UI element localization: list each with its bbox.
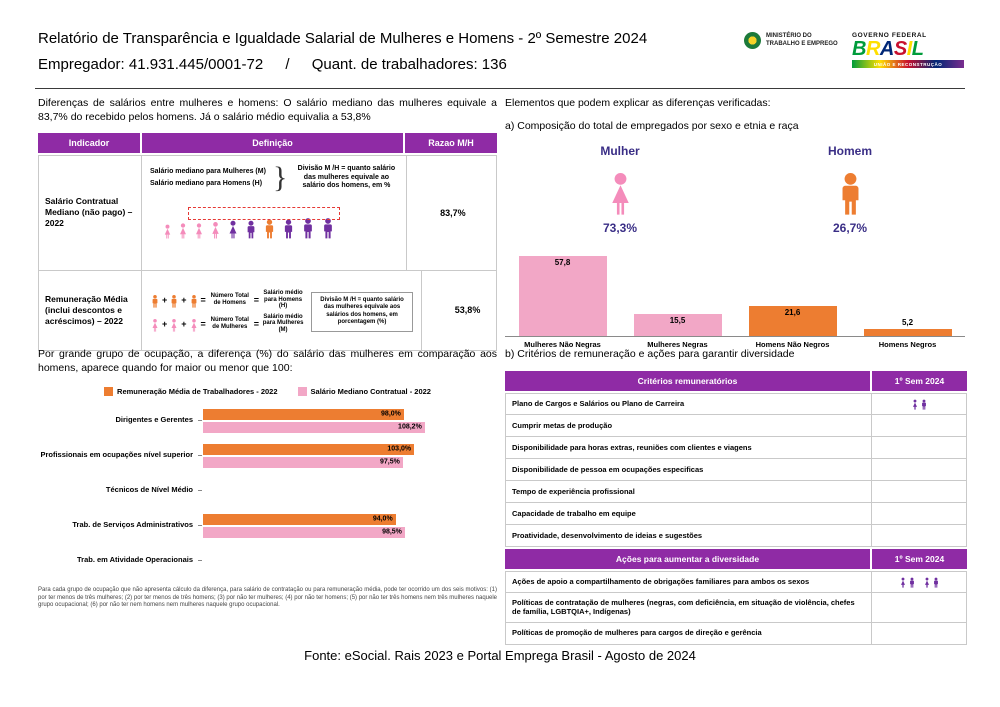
separator: / — [285, 56, 290, 73]
legend-item — [104, 387, 277, 396]
indicator-table — [38, 133, 497, 351]
bar-slot — [735, 251, 850, 336]
composition-bar-chart — [505, 251, 965, 349]
table-row — [38, 271, 497, 351]
man-icon — [189, 291, 199, 308]
woman-icon — [899, 575, 907, 588]
criteria-check-cell — [871, 481, 966, 502]
man-icon — [932, 575, 940, 588]
actions-table-header — [505, 549, 967, 569]
women-salary-label: Salário médio para Mulheres (M) — [262, 313, 304, 333]
page-title: Relatório de Transparência e Igualdade Salarial de Mulheres e Homens - 2º Semestre 2024 — [38, 30, 648, 47]
equals-sign: = — [200, 294, 206, 305]
bar-value: 108,2% — [398, 423, 422, 431]
axis-tick — [198, 560, 202, 561]
bar-value: 5,2 — [901, 317, 914, 327]
salary-difference-intro: Diferenças de salários entre mulheres e homens: O salário mediano das mulheres equivale a 83,7% do recebido pelos homens. Já o salário médio equivalia a 53,8% — [38, 97, 497, 123]
bar — [203, 514, 396, 525]
table-row — [505, 415, 967, 437]
criteria-check-cell — [871, 394, 966, 414]
bar-value: 15,5 — [669, 316, 686, 326]
axis-tick — [198, 420, 202, 421]
ratio-value: 53,8% — [421, 271, 513, 350]
woman-icon — [189, 315, 199, 332]
equals-sign: = — [253, 294, 260, 305]
man-icon — [908, 575, 916, 588]
woman-icon — [911, 397, 919, 410]
chart-row — [38, 409, 497, 433]
table-row — [505, 623, 967, 645]
axis-tick — [198, 525, 202, 526]
bar-slot — [850, 251, 965, 336]
composition-plot-area — [505, 251, 965, 337]
col-indicador: Indicador — [38, 133, 140, 153]
action-check-cell — [871, 623, 966, 644]
women-formula — [150, 314, 305, 334]
axis-tick — [198, 490, 202, 491]
composition-subheading: a) Composição do total de empregados por sexo e etnia e raça — [505, 119, 799, 132]
criteria-label: Disponibilidade de pessoa em ocupações especificas — [512, 464, 704, 474]
bar-value: 57,8 — [554, 257, 571, 267]
plus-sign: + — [181, 294, 187, 305]
occupation-bar-chart — [38, 409, 497, 573]
header — [38, 30, 798, 73]
category-label: Homens Negros — [878, 339, 937, 349]
criteria-check-cell — [871, 415, 966, 436]
plus-sign: + — [181, 318, 187, 329]
table-row — [505, 459, 967, 481]
bar — [203, 527, 405, 538]
employer-line — [38, 56, 798, 73]
criteria-label: Plano de Cargos e Salários ou Plano de Carreira — [512, 399, 685, 409]
criteria-table — [505, 371, 967, 645]
bar-value: 97,5% — [380, 458, 400, 466]
indicator-name: Remuneração Média (inclui descontos e acréscimos) – 2022 — [45, 293, 128, 326]
average-note: Divisão M /H = quanto salário das mulheres equivale aos salários dos homens, em porcentagem (%) — [311, 292, 413, 332]
bar-value: 103,0% — [387, 445, 412, 453]
criteria-label: Disponibilidade para horas extras, reuniões com clientes e viagens — [512, 442, 752, 452]
actions-header-label: Ações para aumentar a diversidade — [505, 549, 870, 569]
chart-row — [38, 479, 497, 503]
women-percentage: 73,3% — [602, 220, 638, 235]
criteria-table-header — [505, 371, 967, 391]
bar-slot — [620, 251, 735, 336]
table-row — [505, 503, 967, 525]
criteria-label: Cumprir metas de produção — [512, 420, 613, 430]
bar — [203, 422, 425, 433]
indicator-table-header — [38, 133, 497, 153]
man-icon — [834, 166, 867, 216]
criteria-header-label: Critérios remuneratórios — [505, 371, 870, 391]
women-summary — [505, 144, 735, 235]
bar — [864, 329, 952, 336]
brasil-wordmark: BRASIL — [852, 38, 924, 60]
legend-swatch-orange — [104, 387, 113, 396]
bar-slot — [505, 251, 620, 336]
explain-heading: Elementos que podem explicar as diferenças verificadas: — [505, 97, 771, 109]
action-label: Ações de apoio a compartilhamento de obrigações familiares para ambos os sexos — [512, 577, 810, 587]
category-label: Trab. de Serviços Administrativos — [72, 520, 193, 530]
sorted-people-row — [150, 205, 400, 239]
men-formula — [150, 290, 305, 310]
woman-icon — [169, 315, 179, 332]
bar-value: 98,5% — [382, 528, 402, 536]
legend-swatch-pink — [298, 387, 307, 396]
plus-sign: + — [162, 294, 168, 305]
criteria-heading: b) Critérios de remuneração e ações para garantir diversidade — [505, 348, 795, 360]
legend-label: Salário Mediano Contratual - 2022 — [310, 386, 431, 396]
man-icon — [920, 397, 928, 410]
salary-difference-section — [38, 97, 497, 351]
category-label: Dirigentes e Gerentes — [115, 415, 193, 425]
ministry-logo — [744, 32, 840, 49]
header-divider — [35, 88, 965, 89]
bar — [203, 457, 403, 468]
col-razao: Razao M/H — [405, 133, 497, 153]
workers-count: Quant. de trabalhadores: 136 — [311, 56, 507, 73]
chart-row — [38, 549, 497, 573]
men-salary-label: Salário médio para Homens (H) — [263, 289, 303, 310]
gov-federal-text: GOVERNO FEDERAL — [852, 32, 927, 39]
man-icon — [169, 291, 179, 308]
table-row — [505, 393, 967, 415]
category-label: Homens Não Negros — [755, 339, 830, 349]
source-footer: Fonte: eSocial. Rais 2023 e Portal Emprega Brasil - Agosto de 2024 — [304, 648, 696, 663]
criteria-check-cell — [871, 503, 966, 524]
median-definition-diagram — [141, 156, 406, 270]
criteria-section — [505, 348, 967, 645]
col-definicao: Definição — [142, 133, 403, 153]
men-total-label: Número Total de Homens — [210, 293, 249, 306]
man-icon — [150, 291, 160, 308]
criteria-label: Capacidade de trabalho em equipe — [512, 508, 636, 518]
women-total-label: Número Total de Mulheres — [210, 317, 249, 330]
equals-sign: = — [200, 318, 206, 329]
action-check-cell — [871, 572, 966, 592]
median-note: Divisão M /H = quanto salário das mulheres equivale ao salário dos homens, em % — [297, 165, 396, 190]
chart-row — [38, 444, 497, 468]
bar — [203, 409, 404, 420]
gov-slogan-bar: UNIÃO E RECONSTRUÇÃO — [852, 60, 964, 68]
criteria-check-cell — [871, 459, 966, 480]
criteria-label: Proatividade, desenvolvimento de ideias e sugestões — [512, 530, 703, 540]
woman-icon — [193, 217, 205, 239]
category-label: Técnicos de Nível Médio — [105, 485, 193, 495]
category-label: Trab. em Atividade Operacionais — [76, 555, 193, 565]
employer-id: Empregador: 41.931.445/0001-72 — [38, 56, 264, 73]
period-header-label: 1º Sem 2024 — [872, 549, 967, 569]
table-row — [505, 571, 967, 593]
men-summary — [735, 144, 965, 235]
occupation-footnote: Para cada grupo de ocupação que não apresenta cálculo da diferença, para salário de contratação ou para remuneração média, pode ter ocorrido um dos seis motivos: (1) por ter menos de três mulheres; (2) por ter menos de três homens; (3) por não ter mulheres; (4) por não ter homens; (5) por não ter três homens nem três mulheres naquele grupo ocupacional; (6) por não ter nem homens nem mulheres naquele grupo ocupacional. — [38, 586, 497, 609]
median-highlight-box — [188, 207, 340, 220]
category-label: Mulheres Não Negras — [524, 339, 601, 349]
criteria-check-cell — [871, 437, 966, 458]
table-row — [505, 525, 967, 547]
plus-sign: + — [162, 318, 168, 329]
woman-icon — [604, 166, 637, 216]
criteria-label: Tempo de experiência profissional — [512, 486, 635, 496]
ratio-value: 83,7% — [406, 156, 498, 270]
legend-item — [298, 387, 431, 396]
men-label: Homem — [827, 143, 872, 158]
legend-label: Remuneração Média de Trabalhadores - 2022 — [117, 386, 278, 396]
median-men-label: Salário mediano para Homens (H) — [150, 180, 263, 188]
woman-icon — [162, 219, 173, 239]
category-label: Mulheres Negras — [647, 339, 708, 349]
ministry-logo-text: MINISTÉRIO DO TRABALHO E EMPREGO — [766, 33, 838, 47]
woman-icon — [150, 315, 160, 332]
indicator-name: Salário Contratual Mediano (não pago) – 2022 — [45, 196, 133, 229]
bar-value: 21,6 — [784, 307, 801, 317]
occupation-section — [38, 348, 497, 610]
criteria-check-cell — [871, 525, 966, 546]
equals-sign: = — [253, 318, 260, 329]
table-row — [505, 437, 967, 459]
woman-icon — [177, 218, 189, 239]
table-row — [505, 481, 967, 503]
bar-value: 94,0% — [372, 515, 393, 523]
women-label: Mulher — [600, 143, 640, 158]
bar-value: 98,0% — [381, 410, 401, 418]
bar — [203, 444, 414, 455]
period-header-label: 1º Sem 2024 — [872, 371, 967, 391]
composition-section — [505, 97, 965, 349]
occupation-legend — [38, 387, 497, 396]
table-row — [505, 593, 967, 623]
bar — [519, 256, 607, 336]
sex-summary — [505, 144, 965, 235]
gov-logo — [852, 32, 964, 68]
logos — [744, 32, 964, 68]
ministry-emblem-icon — [744, 32, 761, 49]
median-women-label: Salário mediano para Mulheres (M) — [150, 167, 266, 175]
action-label: Políticas de promoção de mulheres para cargos de direção e gerência — [512, 628, 762, 638]
brace-glyph: } — [273, 161, 288, 195]
action-check-cell — [871, 593, 966, 622]
average-definition-diagram — [141, 271, 421, 350]
category-label: Profissionais em ocupações nível superior — [40, 450, 193, 460]
chart-row — [38, 514, 497, 538]
table-row — [38, 155, 497, 271]
men-percentage: 26,7% — [832, 220, 868, 235]
woman-icon — [923, 575, 931, 588]
axis-tick — [198, 455, 202, 456]
action-label: Políticas de contratação de mulheres (negras, com deficiência, em situação de violência, chefes de família, LGBTQIA+, Indígenas) — [512, 597, 855, 617]
occupation-heading: Por grande grupo de ocupação, a diferença (%) do salário das mulheres em comparação aos homens, aparece quando for maior ou menor que 100: — [38, 348, 497, 374]
